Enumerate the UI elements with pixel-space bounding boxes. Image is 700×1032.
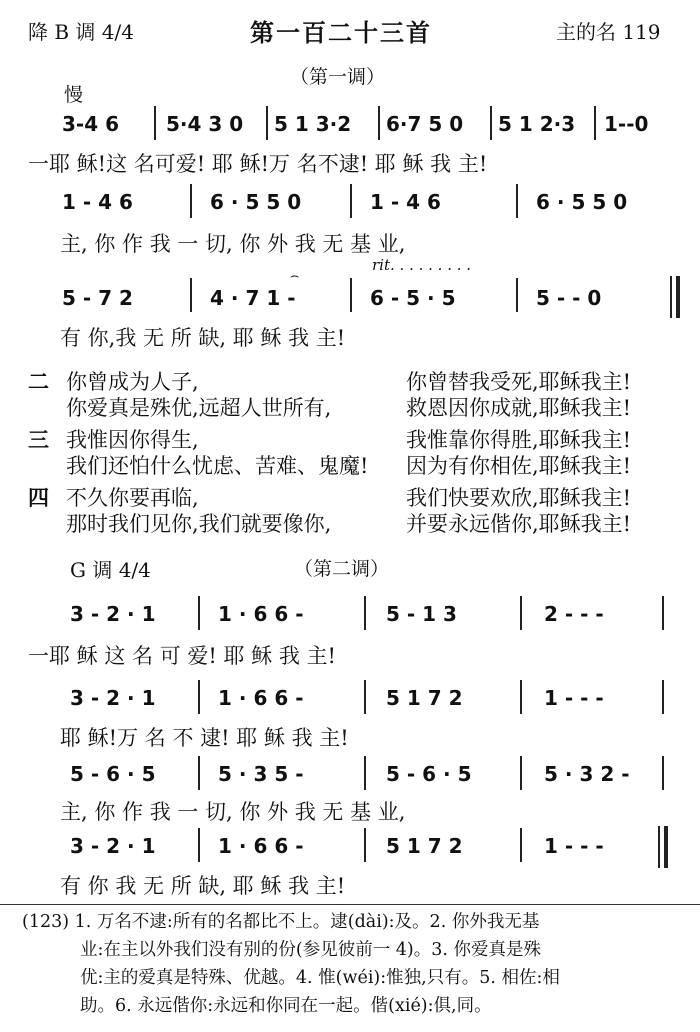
footnote-line: 业:在主以外我们没有别的份(参见彼前一 4)。3. 你爱真是殊	[80, 940, 542, 960]
measure: 6 - 5 · 5	[370, 286, 456, 310]
barline	[190, 184, 192, 218]
verse-line: 我惟靠你得胜,耶稣我主!	[406, 428, 632, 452]
final-barline	[676, 276, 680, 318]
barline	[266, 106, 268, 140]
barline	[364, 828, 366, 862]
verse-number: 三	[28, 427, 49, 452]
barline	[364, 756, 366, 790]
key-signature-2: G 调 4/4	[70, 558, 151, 582]
lyric-line: 耶 稣!万 名 不 逮! 耶 稣 我 主!	[60, 726, 349, 750]
lyric-line: 有 你,我 无 所 缺, 耶 稣 我 主!	[60, 326, 346, 350]
hymn-source: 主的名 119	[556, 20, 661, 44]
verse-line: 你曾替我受死,耶稣我主!	[406, 370, 632, 394]
measure: 6·7 5 0	[386, 112, 464, 136]
lyric-line: 一耶 稣 这 名 可 爱! 耶 稣 我 主!	[28, 644, 336, 668]
measure: 5 · 3 2 -	[544, 762, 630, 786]
verse-line: 不久你要再临,	[66, 486, 199, 510]
measure: 5 1 2·3	[498, 112, 576, 136]
tune-label-1: （第一调）	[290, 66, 386, 88]
barline	[520, 680, 522, 714]
measure: 1 · 6 6 -	[218, 686, 304, 710]
barline	[190, 278, 192, 312]
barline	[198, 596, 200, 630]
barline	[670, 276, 672, 318]
measure: 5 - 6 · 5	[70, 762, 156, 786]
footnote-line: 助。6. 永远偕你:永远和你同在一起。偕(xié):俱,同。	[80, 996, 492, 1016]
tune-label-2: （第二调）	[294, 558, 390, 580]
measure: 3 - 2 · 1	[70, 602, 156, 626]
barline	[154, 106, 156, 140]
verse-line: 我们还怕什么忧虑、苦难、鬼魔!	[66, 454, 369, 478]
verse-line: 救恩因你成就,耶稣我主!	[406, 396, 632, 420]
barline	[490, 106, 492, 140]
barline	[594, 106, 596, 140]
verse-line: 因为有你相佐,耶稣我主!	[406, 454, 632, 478]
verse-line: 我们快要欢欣,耶稣我主!	[406, 486, 632, 510]
ritardando-marking: rit. . . . . . . . .	[372, 256, 472, 274]
barline	[520, 596, 522, 630]
barline	[516, 184, 518, 218]
barline	[364, 596, 366, 630]
verse-number: 二	[28, 369, 49, 394]
barline	[350, 278, 352, 312]
measure: 1 - 4 6	[62, 190, 133, 214]
verse-line: 你爱真是殊优,远超人世所有,	[66, 396, 332, 420]
measure: 6 · 5 5 0	[210, 190, 302, 214]
verse-line: 并要永远偕你,耶稣我主!	[406, 512, 632, 536]
final-barline	[664, 826, 668, 868]
barline	[378, 106, 380, 140]
barline	[520, 828, 522, 862]
lyric-line: 主, 你 作 我 一 切, 你 外 我 无 基 业,	[60, 800, 406, 824]
page-title: 第一百二十三首	[250, 18, 432, 47]
barline	[198, 828, 200, 862]
measure: 3-4 6	[62, 112, 120, 136]
measure: 3 - 2 · 1	[70, 686, 156, 710]
measure: 6 · 5 5 0	[536, 190, 628, 214]
measure: 1--0	[604, 112, 649, 136]
barline	[198, 680, 200, 714]
lyric-line: 主, 你 作 我 一 切, 你 外 我 无 基 业,	[60, 232, 406, 256]
measure: 1 - 4 6	[370, 190, 441, 214]
footnote-line: 优:主的爱真是特殊、优越。4. 惟(wéi):惟独,只有。5. 相佐:相	[80, 968, 560, 988]
barline	[198, 756, 200, 790]
measure: 1 - - -	[544, 686, 604, 710]
tempo-marking: 慢	[64, 84, 84, 106]
barline	[662, 756, 664, 790]
measure: 5 - - 0	[536, 286, 602, 310]
barline	[364, 680, 366, 714]
measure: 2 - - -	[544, 602, 604, 626]
verse-number: 四	[28, 485, 49, 510]
barline	[662, 596, 664, 630]
lyric-line: 有 你 我 无 所 缺, 耶 稣 我 主!	[60, 874, 346, 898]
verse-line: 我惟因你得生,	[66, 428, 199, 452]
measure: 4 · 7 1 -	[210, 286, 296, 310]
measure: 1 · 6 6 -	[218, 834, 304, 858]
measure: 5 1 7 2	[386, 686, 463, 710]
lyric-line: 一耶 稣!这 名可爱! 耶 稣!万 名不逮! 耶 稣 我 主!	[28, 152, 488, 176]
measure: 5·4 3 0	[166, 112, 244, 136]
measure: 3 - 2 · 1	[70, 834, 156, 858]
barline	[516, 278, 518, 312]
measure: 5 1 7 2	[386, 834, 463, 858]
fermata-icon: ⌢	[290, 268, 300, 284]
verse-line: 你曾成为人子,	[66, 370, 199, 394]
footnote-line: (123) 1. 万名不逮:所有的名都比不上。逮(dài):及。2. 你外我无基	[22, 912, 540, 932]
barline	[658, 826, 660, 868]
verse-line: 那时我们见你,我们就要像你,	[66, 512, 332, 536]
barline	[350, 184, 352, 218]
barline	[662, 680, 664, 714]
key-signature-1: 降 B 调 4/4	[28, 20, 134, 44]
footnote-divider	[0, 904, 700, 905]
measure: 5 · 3 5 -	[218, 762, 304, 786]
measure: 1 - - -	[544, 834, 604, 858]
measure: 5 1 3·2	[274, 112, 352, 136]
measure: 5 - 7 2	[62, 286, 133, 310]
measure: 5 - 6 · 5	[386, 762, 472, 786]
measure: 1 · 6 6 -	[218, 602, 304, 626]
barline	[520, 756, 522, 790]
measure: 5 - 1 3	[386, 602, 457, 626]
